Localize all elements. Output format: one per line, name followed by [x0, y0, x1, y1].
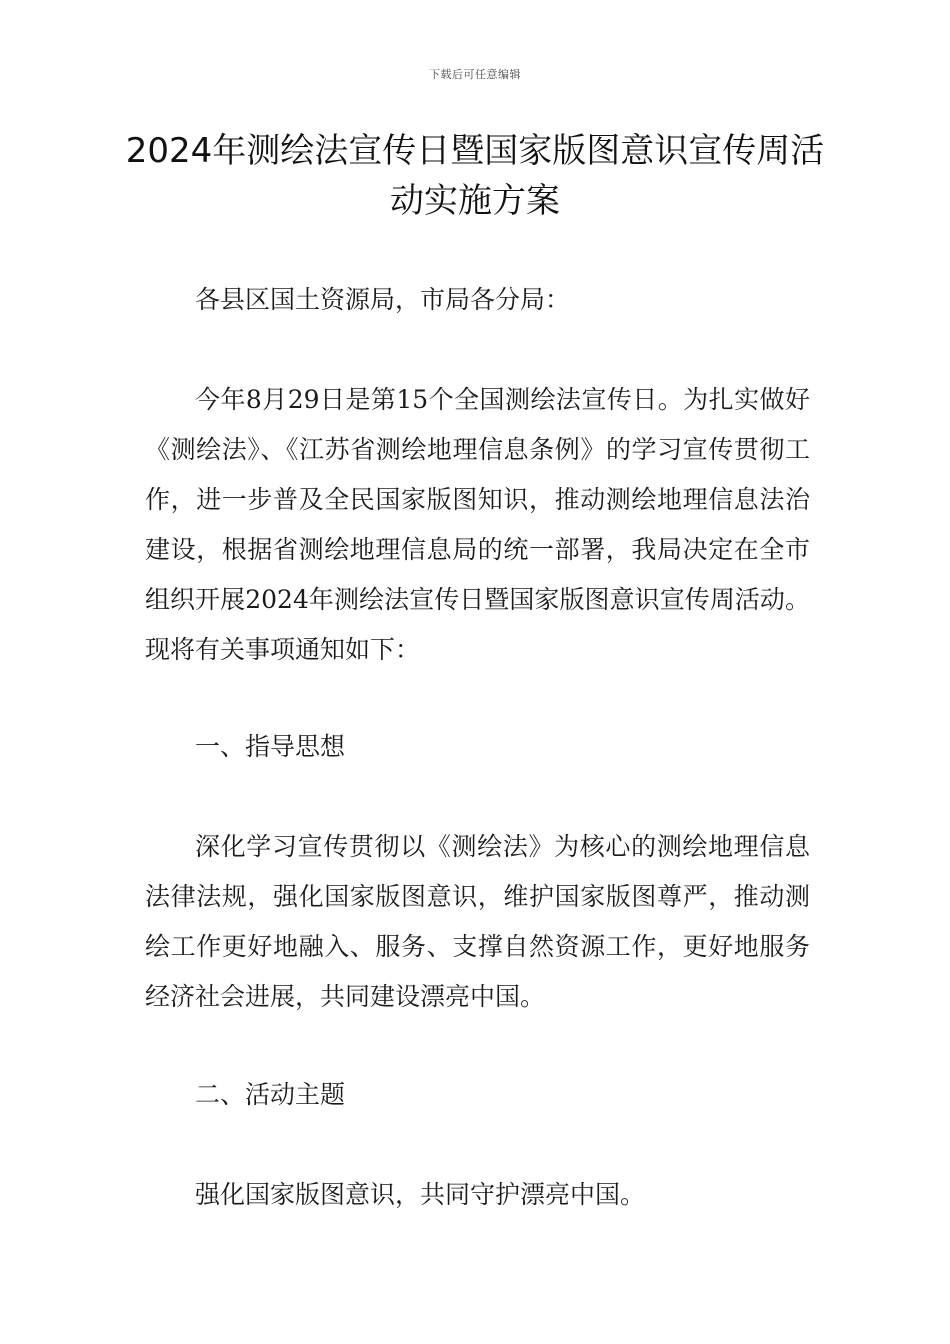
- document-title: 2024年测绘法宣传日暨国家版图意识宣传周活动实施方案: [125, 131, 825, 221]
- section-heading-guiding-thought: 一、指导思想: [195, 732, 346, 761]
- header-note: 下载后可任意编辑: [429, 68, 521, 81]
- salutation: 各县区国土资源局，市局各分局：: [195, 285, 571, 314]
- section-paragraph-activity-theme: 强化国家版图意识，共同守护漂亮中国。: [195, 1180, 646, 1209]
- intro-paragraph: 今年8月29日是第15个全国测绘法宣传日。为扎实做好《测绘法》、《江苏省测绘地理信息条例》的学习宣传贯彻工作，进一步普及全民国家版图知识，推动测绘地理信息法治建设，根据省测绘地理信息局的统一部署，我局决定在全市组织开展2024年测绘法宣传日暨国家版图意识宣传周活动。现将有关事项通知如下：: [145, 385, 810, 664]
- section-paragraph-guiding-thought: 深化学习宣传贯彻以《测绘法》为核心的测绘地理信息法律法规，强化国家版图意识，维护国家版图尊严，推动测绘工作更好地融入、服务、支撑自然资源工作，更好地服务经济社会进展，共同建设漂亮中国。: [145, 832, 810, 1011]
- section-heading-activity-theme: 二、活动主题: [195, 1080, 346, 1109]
